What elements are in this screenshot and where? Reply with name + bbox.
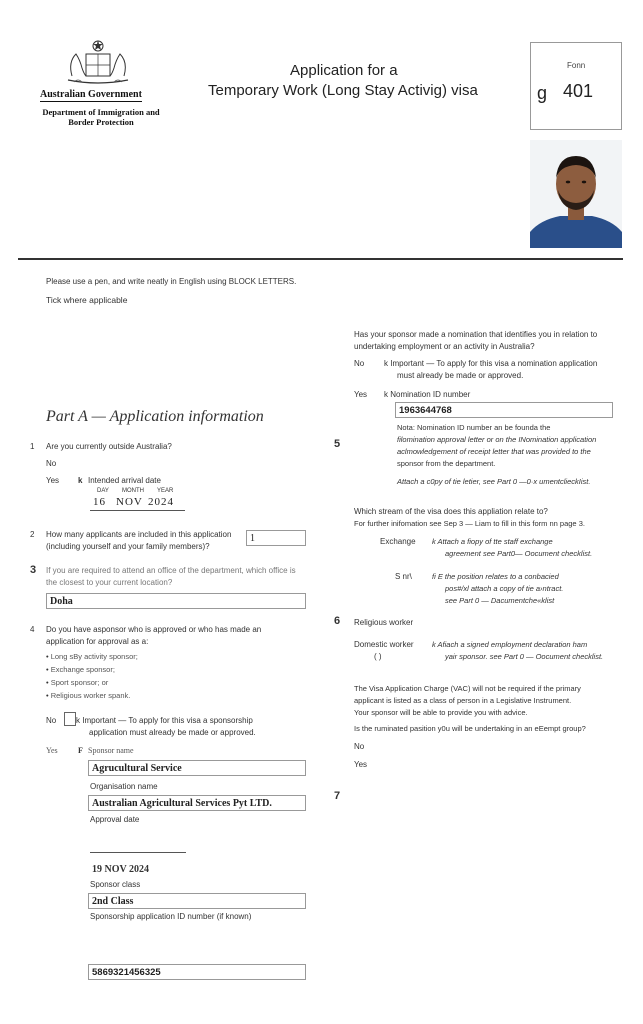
q6-number: 6 <box>334 615 341 627</box>
q7-question: Is the ruminated pasition y0u will be undertaking in an eEempt group? <box>354 724 586 733</box>
sponsor-name-label: Sponsor name <box>88 746 134 755</box>
vac-note-line1: The Visa Application Charge (VAC) will not be required if the primary <box>354 684 581 693</box>
org-name-field[interactable]: Australian Agricultural Services Pyt LTD. <box>88 795 306 811</box>
stream-sport-option[interactable]: S nr\ <box>395 572 412 581</box>
q5-note-line4: sponsor from the department. <box>397 459 496 468</box>
q3-question-line1: If you are required to attend an office of the department, which office is <box>46 566 296 575</box>
q1-question: Are you currently outside Australia? <box>46 442 172 451</box>
arrival-date-field[interactable] <box>90 496 185 511</box>
q1-year-label: YEAR <box>157 488 174 494</box>
vac-note-line3: Your sponsor will be able to provide you with advice. <box>354 708 528 717</box>
q4-yes-arrow: F <box>78 746 83 755</box>
q1-no-option[interactable]: No <box>46 459 57 468</box>
q7-number: 7 <box>334 790 341 802</box>
q3-question-line2: the closest to your current location? <box>46 578 173 587</box>
nomination-id-field[interactable]: 1963644768 <box>395 402 613 418</box>
approval-date-label: Approval date <box>90 815 140 824</box>
instruction-tick: Tick where applicable <box>46 295 128 305</box>
sponsor-class-label: Sponsor class <box>90 880 141 889</box>
q5-question-line1: Has your sponsor made a nomination that identifies you in relation to <box>354 330 598 339</box>
sponsorship-app-id-field[interactable]: 5869321456325 <box>88 964 306 980</box>
sport-note-line2: pos#/xl attach a copy of tie a›ntract. <box>445 584 564 593</box>
q5-note-line2: filomination approval letter or on the INomination application <box>397 435 597 444</box>
arrival-month: NOV <box>116 496 143 508</box>
q5-important-line2: must already be made or approved. <box>397 371 524 380</box>
q5-number: 5 <box>334 438 341 450</box>
q1-yes-option[interactable]: Yes <box>46 476 60 485</box>
q4-question-line2: application for approval as a: <box>46 637 149 646</box>
q4-important-line2: application must already be made or approved. <box>89 728 256 737</box>
q2-question-line1: How many applicants are included in this application <box>46 530 232 539</box>
bullet-religious: • Religious worker spank. <box>46 691 138 700</box>
sponsor-name-field[interactable]: Agrucultural Service <box>88 760 306 776</box>
office-field[interactable]: Doha <box>46 593 306 609</box>
stream-religious-option[interactable]: Religious worker <box>354 618 414 627</box>
form-number-box <box>530 42 622 130</box>
approval-date-underline <box>90 852 186 853</box>
sport-note-line3: see Part 0 — Dacumentche«klist <box>445 596 555 605</box>
nomination-id-label: k Nomination ID number <box>384 390 471 399</box>
org-name-label: Organisation name <box>90 782 158 791</box>
q1-month-label: MONTH <box>122 488 144 494</box>
form-number: 401 <box>563 81 594 101</box>
dept-name: Department of Immigration and Border Protection <box>42 107 160 127</box>
q1-number: 1 <box>30 442 35 451</box>
bullet-sport: • Sport sponsor; or <box>46 678 138 687</box>
q4-no-option[interactable]: No <box>46 716 57 725</box>
q5-attach-note: Attach a c0py of tie letier, see Part 0 —0·x umentclieckIist. <box>397 477 591 486</box>
exchange-note-line1: k Attach a fiopy of tte staff exchange <box>432 537 553 546</box>
sponsor-type-list <box>46 652 138 704</box>
q7-yes-option[interactable]: Yes <box>354 760 368 769</box>
q4-number: 4 <box>30 625 35 634</box>
instruction-block-letters: Please use a pen, and write neatly in English using BLOCK LETTERS. <box>46 277 297 286</box>
q5-yes-option[interactable]: Yes <box>354 390 368 399</box>
domestic-note-line2: yair sponsor. see Part 0 — Oocument checklist. <box>445 652 604 661</box>
q4-question-line1: Do you have asponsor who is approved or who has made an <box>46 625 262 634</box>
q4-important-line1: k Important — To apply for this visa a sponsorship <box>76 716 253 725</box>
q2-number: 2 <box>30 530 35 539</box>
q5-no-option[interactable]: No <box>354 359 365 368</box>
q5-note-line1: Nota: Nomination ID number an be founda the <box>397 423 551 432</box>
vac-note-line2: applicant is listed as a class of person in a Legislative Instrument. <box>354 696 572 705</box>
bullet-exchange: • Exchange sponsor; <box>46 665 138 674</box>
applicant-photo <box>530 140 622 248</box>
sponsorship-app-id-label: Sponsorship application ID number (if known) <box>90 912 252 921</box>
form-label: Fonn <box>567 61 586 70</box>
gov-crest <box>64 38 132 86</box>
sponsor-class-field[interactable]: 2nd Class <box>88 893 306 909</box>
q1-arrival-label: Intended arrival date <box>88 476 161 485</box>
q5-note-line3: aclmowledgement of receipt letter that was provided to the <box>397 447 591 456</box>
domestic-paren: ( ) <box>374 652 382 661</box>
q2-question-line2: (including yourself and your family members)? <box>46 542 210 551</box>
q1-day-label: DAY <box>97 488 109 494</box>
approval-date-value[interactable]: 19 NOV 2024 <box>92 864 150 875</box>
applicant-count-field[interactable]: 1 <box>246 530 306 546</box>
bullet-long-stay: • Long sBy activity sponsor; <box>46 652 138 661</box>
arrival-year: 2024 <box>148 496 174 508</box>
stream-domestic-option[interactable]: Domestic worker <box>354 640 414 649</box>
part-a-heading: Part A — Application information <box>46 408 264 425</box>
form-title-line2: Temporary Work (Long Stay Activig) visa <box>208 82 478 99</box>
q4-no-checkbox[interactable] <box>64 712 76 726</box>
sport-note-line1: fi E the position relates to a conbacied <box>432 572 559 581</box>
q3-number: 3 <box>30 564 37 576</box>
header-divider <box>18 258 623 260</box>
gov-name: Australian Government <box>40 89 142 100</box>
exchange-note-line2: agreement see Part0— Oocument checklist. <box>445 549 593 558</box>
stream-exchange-option[interactable]: Exchange <box>380 537 416 546</box>
form-title-line1: Application for a <box>290 62 398 79</box>
q5-question-line2: undertaking employment or an activity in Australia? <box>354 342 535 351</box>
q5-important-line1: k Important — To apply for this visa a nomination application <box>384 359 598 368</box>
domestic-note-line1: k Afiach a signed employment declaration ham <box>432 640 588 649</box>
q6-question-line1: Which stream of the visa does this appliation relate to? <box>354 507 548 516</box>
q1-arrow: k <box>78 476 83 485</box>
arrival-day: 16 <box>93 496 106 508</box>
q6-question-line2: For further inifomation see Sep 3 — Liam to fill in this form nn page 3. <box>354 519 585 528</box>
q7-no-option[interactable]: No <box>354 742 365 751</box>
q4-yes-option[interactable]: Yes <box>46 746 58 755</box>
form-prefix: g <box>537 83 548 103</box>
